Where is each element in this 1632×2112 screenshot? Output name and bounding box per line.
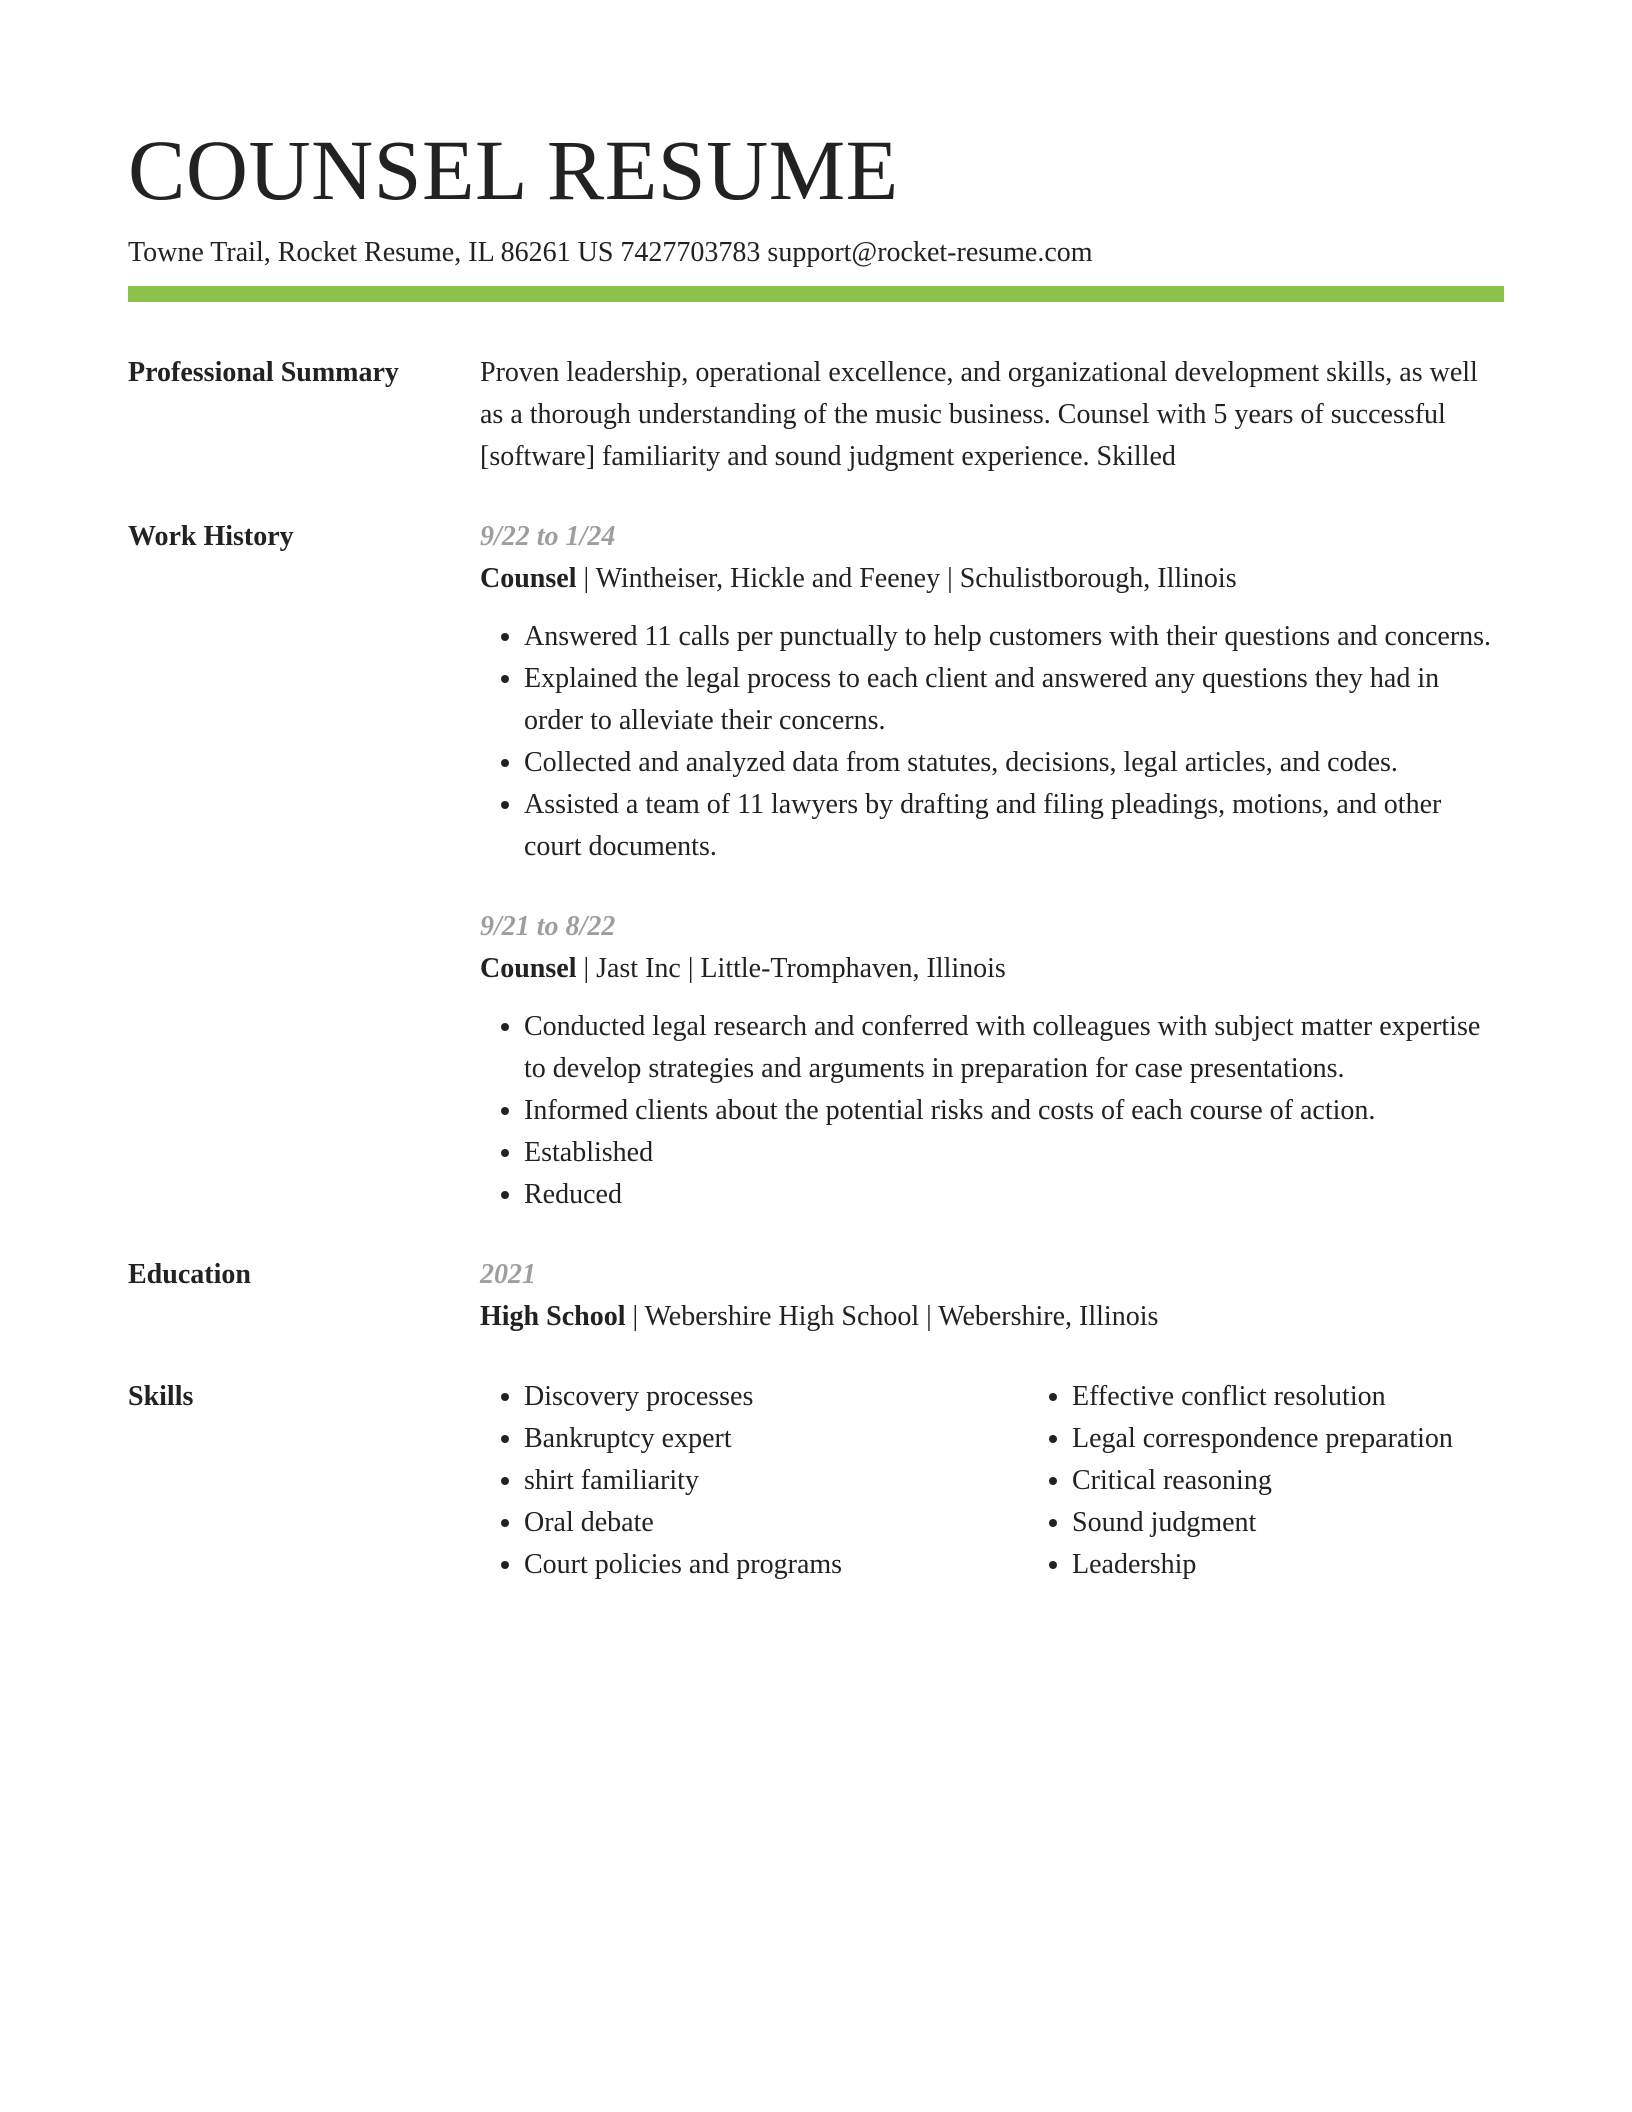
job-dates: 9/21 to 8/22 (480, 911, 616, 942)
job-bullet: • Reduced (524, 1174, 1504, 1216)
contact-line: Towne Trail, Rocket Resume, IL 86261 US 7427703783 support@rocket-resume.com (128, 237, 1093, 268)
resume-page (128, 118, 1504, 1586)
summary-text: Proven leadership, operational excellence, and organizational development skills, as well as a thorough understanding of the music business. Counsel with 5 years of successful [software] familiarity and sound judgment experience. Skilled (480, 357, 1478, 472)
job-bullet: • Collected and analyzed data from statutes, decisions, legal articles, and codes. (524, 742, 1504, 784)
skills-grid (480, 1376, 1542, 1586)
job-entry (480, 516, 1504, 868)
skill-item: • Leadership (1072, 1544, 1542, 1586)
job-details: | Wintheiser, Hickle and Feeney | Schulistborough, Illinois (576, 563, 1237, 594)
skill-item: • Effective conflict resolution (1072, 1376, 1542, 1418)
job-bullet: • Established (524, 1132, 1504, 1174)
accent-divider (128, 286, 1504, 302)
education-degree: High School (480, 1301, 626, 1332)
skill-item: • Oral debate (524, 1502, 984, 1544)
job-role (480, 948, 1504, 990)
skills-section (128, 1376, 1504, 1586)
education-section (128, 1254, 1504, 1338)
skill-item: • Bankruptcy expert (524, 1418, 984, 1460)
skills-column-left (480, 1376, 984, 1586)
job-details: | Jast Inc | Little-Tromphaven, Illinois (576, 953, 1006, 984)
education-details: | Webershire High School | Webershire, Illinois (625, 1301, 1159, 1332)
summary-section (128, 352, 1504, 478)
job-bullet: • Informed clients about the potential risks and costs of each course of action. (524, 1090, 1504, 1132)
skill-item: • Sound judgment (1072, 1502, 1542, 1544)
summary-heading: Professional Summary (128, 357, 399, 388)
job-bullet: • Conducted legal research and conferred with colleagues with subject matter expertise to develop strategies and arguments in preparation for case presentations. (524, 1006, 1504, 1090)
job-title: Counsel (480, 953, 577, 984)
job-bullet: • Answered 11 calls per punctually to help customers with their questions and concerns. (524, 616, 1504, 658)
job-bullet: • Assisted a team of 11 lawyers by drafting and filing pleadings, motions, and other court documents. (524, 784, 1504, 868)
work-history-body (480, 516, 1504, 1216)
skills-heading: Skills (128, 1381, 194, 1412)
work-history-heading: Work History (128, 521, 294, 552)
education-heading: Education (128, 1259, 251, 1290)
education-entry (480, 1296, 1504, 1338)
skill-item: • Critical reasoning (1072, 1460, 1542, 1502)
job-role (480, 558, 1504, 600)
job-bullet: • Explained the legal process to each client and answered any questions they had in order to alleviate their concerns. (524, 658, 1504, 742)
skill-item: • Discovery processes (524, 1376, 984, 1418)
skills-column-right (1028, 1376, 1542, 1586)
job-dates: 9/22 to 1/24 (480, 521, 616, 552)
job-title: Counsel (480, 563, 577, 594)
skill-item: • Court policies and programs (524, 1544, 984, 1586)
skill-item: • shirt familiarity (524, 1460, 984, 1502)
skill-item: • Legal correspondence preparation (1072, 1418, 1542, 1460)
job-bullets (480, 1006, 1504, 1216)
resume-title: COUNSEL RESUME (128, 122, 899, 218)
education-body (480, 1254, 1504, 1338)
job-entry (480, 906, 1504, 1216)
work-history-section (128, 516, 1504, 1216)
job-bullets (480, 616, 1504, 868)
education-year: 2021 (480, 1259, 536, 1290)
